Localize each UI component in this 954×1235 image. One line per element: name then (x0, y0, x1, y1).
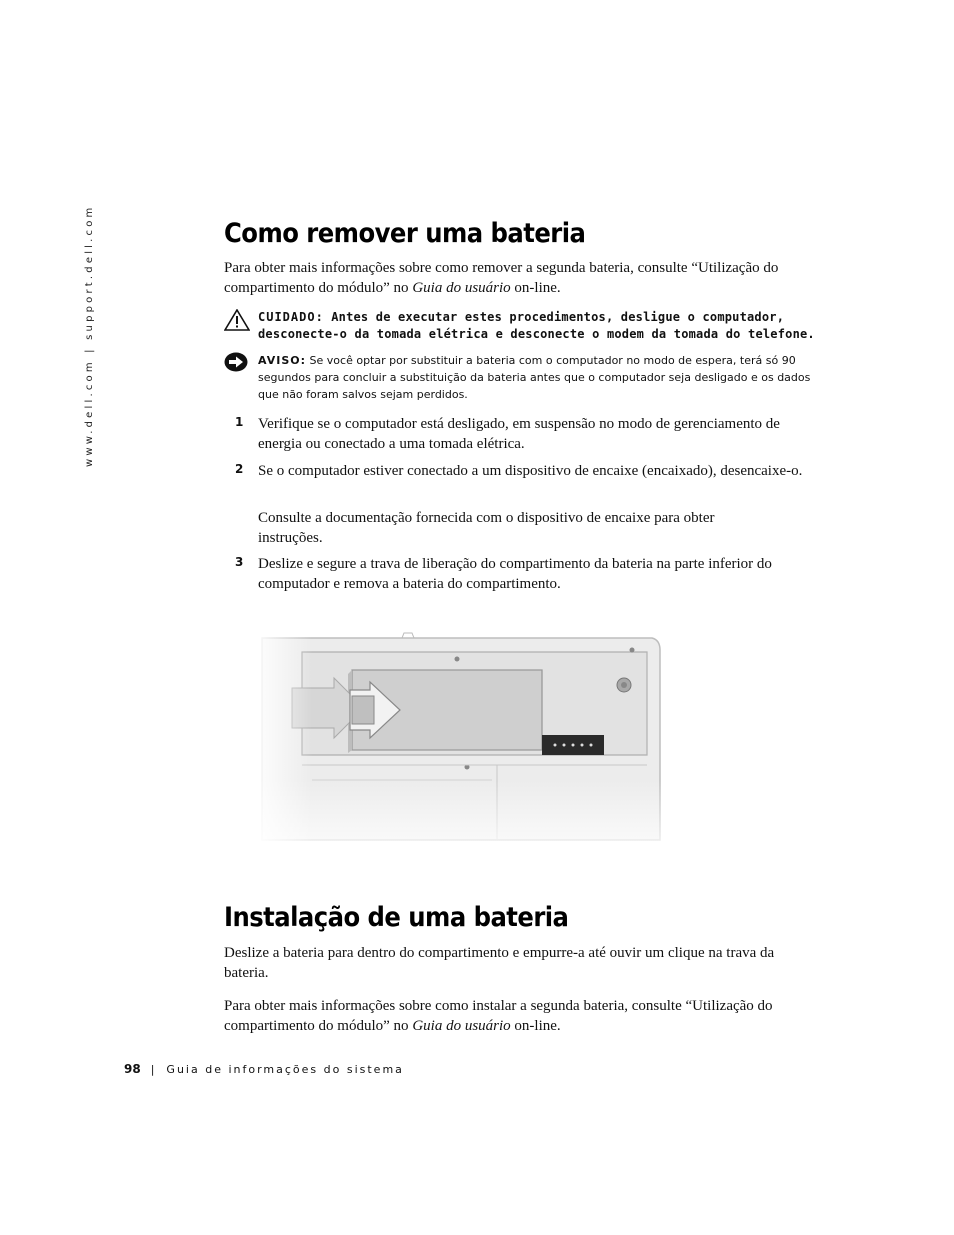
footer-title: Guia de informações do sistema (166, 1063, 404, 1076)
step-number: 1 (235, 415, 244, 429)
footer-separator: | (150, 1063, 155, 1076)
section-title-install: Instalação de uma bateria (224, 902, 569, 933)
caution-text (258, 309, 824, 343)
page-footer (124, 1062, 404, 1076)
section-title-remove: Como remover uma bateria (224, 218, 586, 249)
step-1 (224, 414, 824, 454)
notice-label: AVISO: (258, 354, 307, 367)
warning-triangle-icon (224, 309, 250, 331)
step-3 (224, 554, 824, 594)
intro-tail: on-line. (510, 280, 561, 296)
install-text: Para obter mais informações sobre como instalar a segunda bateria, consulte “Utilização do compartimento do módulo” no (224, 998, 773, 1034)
caution-body: Antes de executar estes procedimentos, desligue o computador, desconecte-o da tomada elétrica e desconecte o modem da tomada do telefone. (258, 310, 815, 341)
step-number: 3 (235, 555, 244, 569)
notice-arrow-icon (224, 352, 250, 374)
notice-body: Se você optar por substituir a bateria com o computador no modo de espera, terá só 90 segundos para concluir a substituição da bateria antes que o computador seja desligado e os dados que não foram salvos sejam perdidos. (258, 354, 811, 401)
sidebar-url: www.dell.com | support.dell.com (84, 204, 95, 467)
page-number: 98 (124, 1062, 141, 1076)
caution-label: CUIDADO: (258, 310, 324, 324)
notice-note (224, 352, 824, 403)
step-2 (224, 461, 824, 481)
notice-text (258, 352, 824, 403)
battery-removal-illustration (252, 630, 672, 865)
intro-italic: Guia do usuário (412, 280, 511, 296)
install-paragraph-2 (224, 996, 822, 1036)
caution-note (224, 309, 824, 343)
intro-text: Para obter mais informações sobre como remover a segunda bateria, consulte “Utilização do compartimento do módulo” no (224, 260, 779, 296)
step-text: Se o computador estiver conectado a um dispositivo de encaixe (encaixado), desencaixe-o. (258, 463, 803, 479)
step-2-note: Consulte a documentação fornecida com o dispositivo de encaixe para obter instruções. (258, 510, 715, 546)
step-number: 2 (235, 462, 244, 476)
step-text: Verifique se o computador está desligado, em suspensão no modo de gerenciamento de energia ou conectado a uma tomada elétrica. (258, 416, 780, 452)
install-italic: Guia do usuário (412, 1018, 511, 1034)
intro-paragraph (224, 258, 822, 298)
step-text: Deslize e segure a trava de liberação do compartimento da bateria na parte inferior do computador e remova a bateria do compartimento. (258, 556, 772, 592)
install-tail: on-line. (510, 1018, 561, 1034)
install-paragraph-1: Deslize a bateria para dentro do compartimento e empurre-a até ouvir um clique na trava da bateria. (224, 945, 775, 981)
